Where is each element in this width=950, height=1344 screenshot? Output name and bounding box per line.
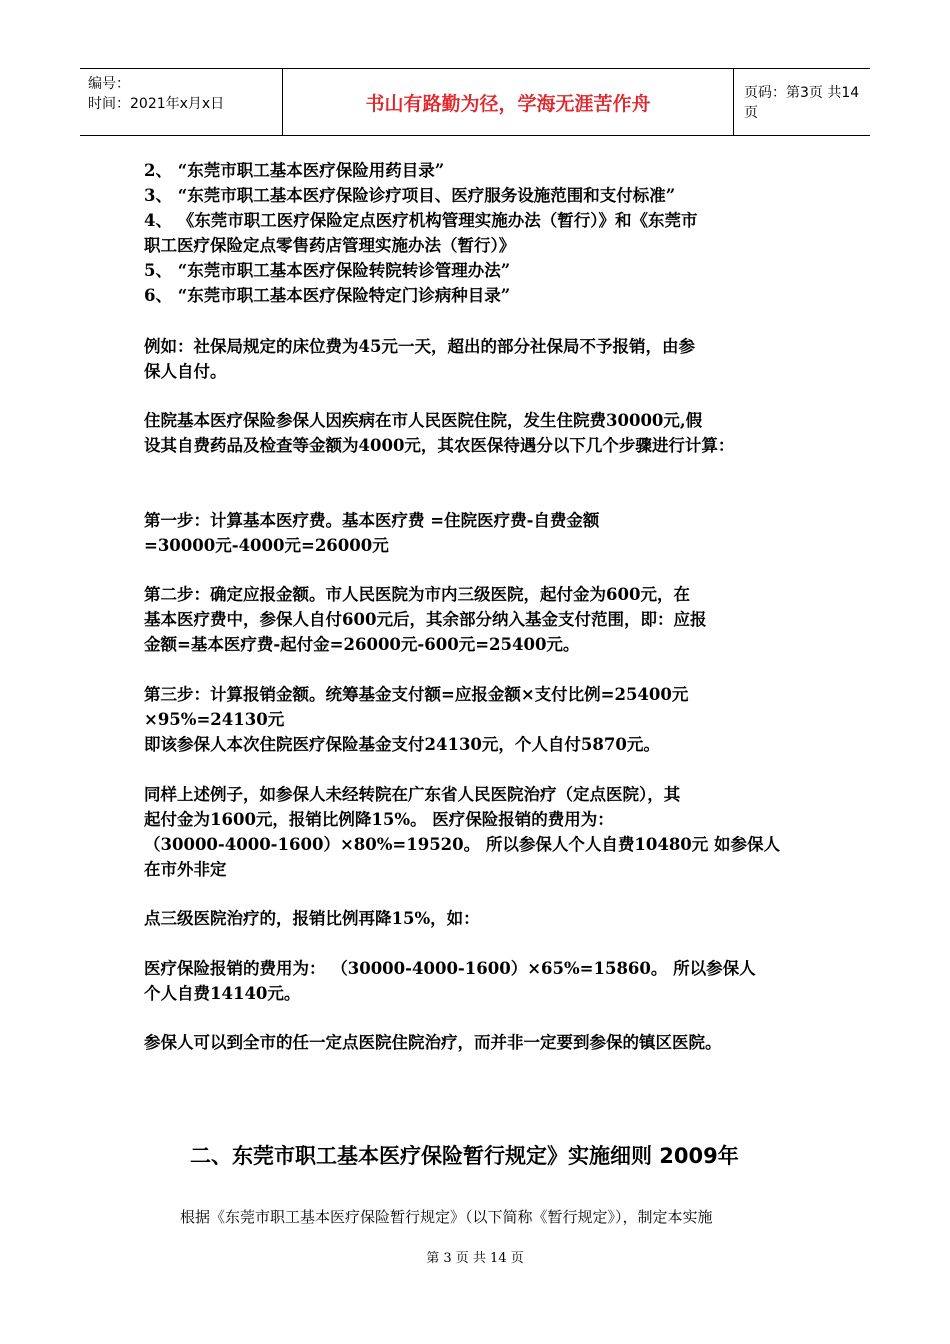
list-item: 6、 “东莞市职工基本医疗保险特定门诊病种目录” xyxy=(144,286,511,305)
same-case-paragraph xyxy=(144,782,814,882)
text-line: 即该参保人本次住院医疗保险基金支付24130元，个人自付5870元。 xyxy=(144,735,660,754)
case-intro-paragraph xyxy=(144,408,814,458)
text-line: 起付金为1600元，报销比例降15%。 医疗保险报销的费用为： xyxy=(144,810,614,829)
document-list xyxy=(144,158,814,308)
text-line: 第一步：计算基本医疗费。基本医疗费 =住院医疗费-自费金额 xyxy=(144,511,600,530)
third-level-paragraph xyxy=(144,906,814,931)
text-line: 住院基本医疗保险参保人因疾病在市人民医院住院，发生住院费30000元,假 xyxy=(144,411,703,430)
text-line: 在市外非定 xyxy=(144,860,227,879)
text-line: 例如：社保局规定的床位费为45元一天，超出的部分社保局不予报销，由参 xyxy=(144,337,695,356)
date-line: 时间：2021年x月x日 xyxy=(88,96,225,112)
list-item: 4、 《东莞市职工医疗保险定点医疗机构管理实施办法（暂行）》和《东莞市 xyxy=(144,211,698,230)
step1-paragraph xyxy=(144,508,814,558)
text-line: 同样上述例子，如参保人未经转院在广东省人民医院治疗（定点医院），其 xyxy=(144,785,681,804)
header-motto-cell xyxy=(282,69,734,135)
list-item: 3、 “东莞市职工基本医疗保险诊疗项目、医疗服务设施范围和支付标准” xyxy=(144,186,676,205)
text-line: =30000元-4000元=26000元 xyxy=(144,536,389,555)
text-line: 参保人可以到全市的任一定点医院住院治疗，而并非一定要到参保的镇区医院。 xyxy=(144,1033,722,1052)
step3-paragraph xyxy=(144,682,814,757)
text-line: 点三级医院治疗的，报销比例再降15%，如： xyxy=(144,909,480,928)
reimburse-paragraph xyxy=(144,956,814,1006)
text-line: 金额=基本医疗费-起付金=26000元-600元=25400元。 xyxy=(144,635,580,654)
text-line: 基本医疗费中，参保人自付600元后，其余部分纳入基金支付范围，即：应报 xyxy=(144,610,707,629)
text-line: 设其自费药品及检查等金额为4000元，其农医保待遇分以下几个步骤进行计算： xyxy=(144,436,735,455)
code-label: 编号： xyxy=(88,76,130,92)
header-meta xyxy=(80,69,282,135)
text-line: 保人自付。 xyxy=(144,362,227,381)
page-header xyxy=(80,68,870,136)
text-line: ×95%=24130元 xyxy=(144,710,285,729)
page-info: 页码：第3页 共14页 xyxy=(744,85,860,121)
motto: 书山有路勤为径，学海无涯苦作舟 xyxy=(365,92,651,115)
list-item: 职工医疗保险定点零售药店管理实施办法（暂行）》 xyxy=(144,236,516,255)
step2-paragraph xyxy=(144,582,814,657)
text-line: （30000-4000-1600）×80%=19520。 所以参保人个人自费10480元 如参保人 xyxy=(144,835,781,854)
text-line: 第二步：确定应报金额。市人民医院为市内三级医院，起付金为600元，在 xyxy=(144,585,690,604)
section-title: 二、东莞市职工基本医疗保险暂行规定》实施细则 2009年 xyxy=(190,1144,739,1168)
list-item: 5、 “东莞市职工基本医疗保险转院转诊管理办法” xyxy=(144,261,511,280)
anywhere-paragraph xyxy=(144,1030,814,1055)
text-line: 个人自费14140元。 xyxy=(144,984,301,1003)
body-text-line: 根据《东莞市职工基本医疗保险暂行规定》（以下简称《暂行规定》），制定本实施 xyxy=(180,1208,713,1226)
example-paragraph xyxy=(144,334,814,384)
text-line: 医疗保险报销的费用为： （30000-4000-1600）×65%=15860。 所以参保人 xyxy=(144,959,756,978)
page-footer: 第 3 页 共 14 页 xyxy=(426,1251,524,1266)
text-line: 第三步：计算报销金额。统筹基金支付额=应报金额×支付比例=25400元 xyxy=(144,685,689,704)
list-item: 2、 “东莞市职工基本医疗保险用药目录” xyxy=(144,161,445,180)
